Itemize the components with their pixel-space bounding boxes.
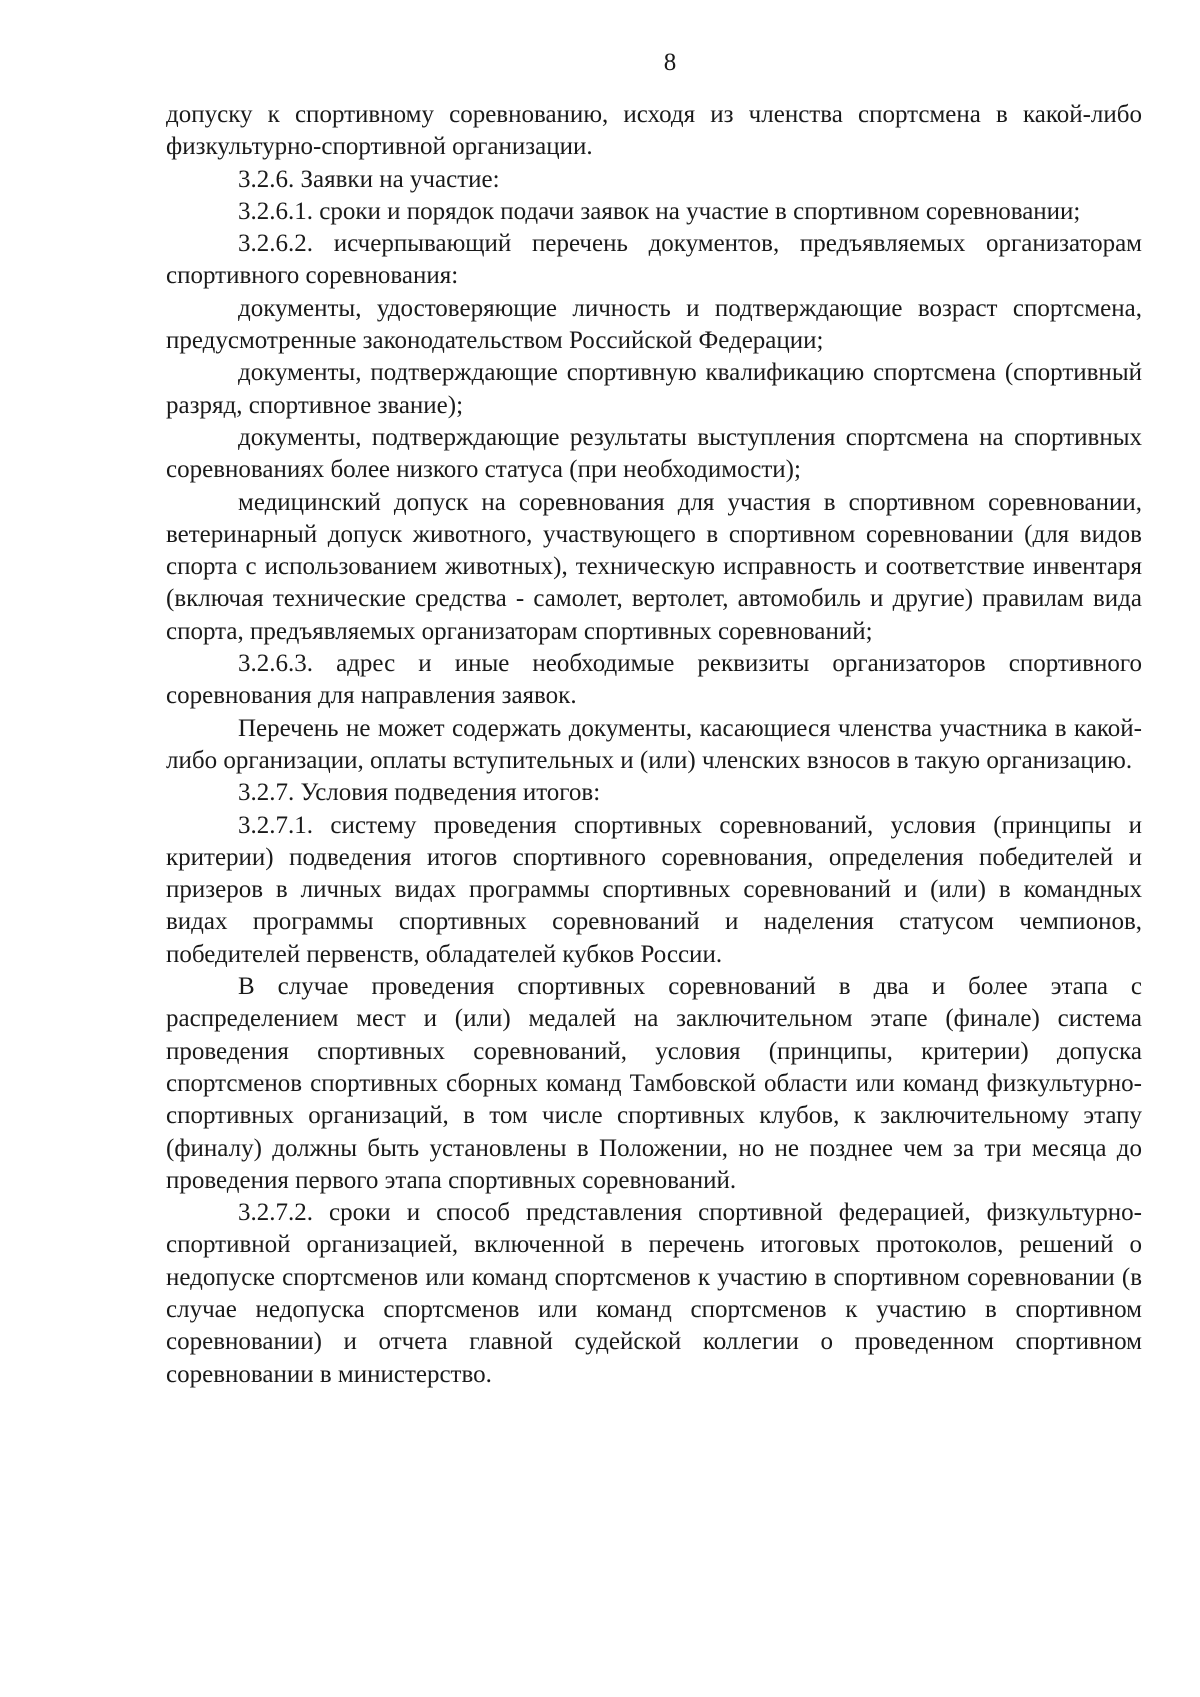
page-number: 8	[663, 49, 677, 76]
clause-3-2-7-1: 3.2.7.1. систему проведения спортивных соревнований, условия (принципы и критерии) подведения итогов спортивного соревнования, определения победителей и призеров в личных видах программы спортивных соревнований и (или) в командных видах программы спортивных соревнований и наделения статусом чемпионов, победителей первенств, обладателей кубков России.	[166, 811, 1142, 968]
clause-3-2-6-2: 3.2.6.2. исчерпывающий перечень документов, предъявляемых организаторам спортивного соревнования:	[166, 230, 1142, 290]
list-item-qualification-documents: документы, подтверждающие спортивную квалификацию спортсмена (спортивный разряд, спортивное звание);	[166, 359, 1142, 419]
list-item-medical-admission: медицинский допуск на соревнования для участия в спортивном соревновании, ветеринарный допуск животного, участвующего в спортивном соревновании (для видов спорта с использованием животных), техническую исправность и соответствие инвентаря (включая технические средства - самолет, вертолет, автомобиль и другие) правилам вида спорта, предъявляемых организаторам спортивных соревнований;	[166, 488, 1142, 645]
clause-3-2-6-1: 3.2.6.1. сроки и порядок подачи заявок на участие в спортивном соревновании;	[238, 197, 1081, 225]
paragraph-multi-stage: В случае проведения спортивных соревнований в два и более этапа с распределением мест и (или) медалей на заключительном этапе (финале) система проведения спортивных соревнований, условия (принципы, критерии) допуска спортсменов спортивных сборных команд Тамбовской области или команд физкультурно-спортивных организаций, в том числе спортивных клубов, к заключительному этапу (финалу) должны быть установлены в Положении, но не позднее чем за три месяца до проведения первого этапа спортивных соревнований.	[166, 973, 1142, 1194]
document-body	[166, 99, 1142, 1391]
clause-3-2-7-2: 3.2.7.2. сроки и способ представления спортивной федерацией, физкультурно-спортивной организацией, включенной в перечень итоговых протоколов, решений о недопуске спортсменов или команд спортсменов к участию в спортивном соревновании (в случае недопуска спортсменов или команд спортсменов к участию в спортивном соревновании) и отчета главной судейской коллегии о проведенном спортивном соревновании в министерство.	[166, 1199, 1142, 1388]
paragraph-continuation: допуску к спортивному соревнованию, исходя из членства спортсмена в какой-либо физкультурно-спортивной организации.	[166, 101, 1142, 161]
list-item-results-documents: документы, подтверждающие результаты выступления спортсмена на спортивных соревнованиях более низкого статуса (при необходимости);	[166, 423, 1142, 484]
section-heading-applications: 3.2.6. Заявки на участие:	[238, 165, 500, 193]
paragraph-list-restriction: Перечень не может содержать документы, касающиеся членства участника в какой-либо организации, оплаты вступительных и (или) членских взносов в такую организацию.	[166, 714, 1142, 774]
list-item-identity-documents: документы, удостоверяющие личность и подтверждающие возраст спортсмена, предусмотренные законодательством Российской Федерации;	[166, 294, 1142, 355]
section-heading-results: 3.2.7. Условия подведения итогов:	[238, 779, 601, 807]
clause-3-2-6-3: 3.2.6.3. адрес и иные необходимые реквизиты организаторов спортивного соревнования для направления заявок.	[166, 650, 1142, 710]
